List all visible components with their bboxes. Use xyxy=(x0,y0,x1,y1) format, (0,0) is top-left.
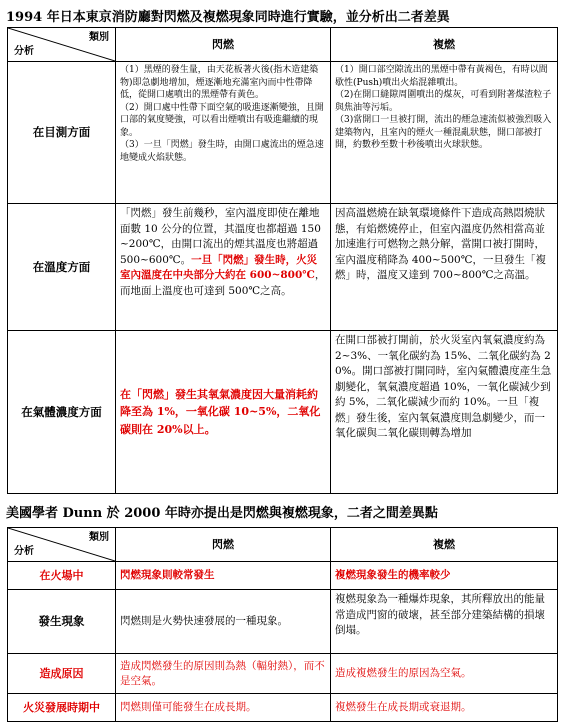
document-title-1: 1994 年日本東京消防廳對閃燃及複燃現象同時進行實驗，並分析出二者差異 xyxy=(6,10,450,25)
fire-stage-backdraft-cell: 複燃發生在成長期或衰退期。 xyxy=(331,694,558,722)
temperature-flashover-cell xyxy=(116,204,331,331)
row-header-cause: 造成原因 xyxy=(8,654,116,694)
gas-backdraft-cell: 在開口部被打開前，於火災室內氧氣濃度約為 2~3%、一氧化碳約為 15%、二氧化碳約為 20%。開口部被打開同時，室內氣體濃度產生急劇變化，氧氣濃度超過 10%，一氧化碳減少到約 5%，二氧化碳減少而約 10%。一旦「複燃」發生後，室內氧氣濃度則急劇變少，而一氧化碳與二氧化碳則轉為增加 xyxy=(331,331,558,494)
table2-corner-category-label: 類別 xyxy=(89,532,109,543)
phenomenon-backdraft-cell: 複燃現象為一種爆炸現象，其所釋放出的能量常造成門窗的破壞，甚至部分建築結構的損壞倒塌。 xyxy=(331,590,558,654)
table2-corner-analysis-label: 分析 xyxy=(14,546,34,557)
cause-backdraft-cell: 造成複燃發生的原因為空氣。 xyxy=(331,654,558,694)
temperature-flashover-text: 「閃燃」發生前幾秒，室內溫度即使在離地面數 10 公分的位置，其溫度也都超過 150~200℃，由開口流出的煙其溫度也將超過 500~600℃。 xyxy=(120,207,321,266)
row-header-in-fire: 在火場中 xyxy=(8,562,116,590)
row-header-phenomenon: 發生現象 xyxy=(8,590,116,654)
visual-flashover-cell xyxy=(116,62,331,204)
temperature-backdraft-cell: 因高溫燃燒在缺氧環境條件下造成高熱悶燒狀態，有焰燃燒停止，但室內溫度仍然相當高並加速進行可燃物之熱分解，當開口被打開時，室內溫度稍降為 400~500℃，一旦發生「複燃」時，溫度又達到 700~800℃之高溫。 xyxy=(331,204,558,331)
table2-column-header-backdraft: 複燃 xyxy=(331,528,558,562)
temperature-flashover-highlight: 一旦「閃燃」發生時，火災室內溫度在中央部分大約在 600~800℃ xyxy=(120,253,318,281)
row-header-fire-stage: 火災發展時期中 xyxy=(8,694,116,722)
phenomenon-flashover-cell: 閃燃則是火勢快速發展的一種現象。 xyxy=(116,590,331,654)
visual-backdraft-point-2: （2)在開口縫隙周圍噴出的煤灰，可看到附著煤渣粒子與焦油等污垢。 xyxy=(335,90,552,113)
in-fire-flashover-cell: 閃燃現象則較常發生 xyxy=(116,562,331,590)
visual-backdraft-point-3: （3)當開口一旦被打開，流出的煙急速流似被強烈吸入建築物內，且室內的煙火一種混亂狀態，開口部被打開，約數秒至數十秒後噴出火球狀態。 xyxy=(335,115,552,150)
visual-flashover-point-2: （2）開口處中性帶下面空氣的吸進逐漸變強，且開口部的氣度變強，可以看出煙噴出有吸進繼續的現象。 xyxy=(120,102,324,138)
visual-backdraft-point-1: （1）開口部空隙流出的黑煙中帶有黃褐色，有時以間歇性(Push)噴出火焰混雜噴出。 xyxy=(335,65,548,88)
row-header-visual: 在目測方面 xyxy=(8,62,116,204)
table2-corner-header xyxy=(8,528,116,562)
row-header-gas-concentration: 在氣體濃度方面 xyxy=(8,331,116,494)
fire-stage-flashover-cell: 閃燃則僅可能發生在成長期。 xyxy=(116,694,331,722)
comparison-table-dunn xyxy=(7,527,558,722)
corner-category-label: 類別 xyxy=(89,32,109,43)
table-corner-header xyxy=(8,28,116,62)
column-header-flashover: 閃燃 xyxy=(116,28,331,62)
gas-flashover-cell: 在「閃燃」發生其氧氣濃度因大量消耗約降至為 1%，一氧化碳 10~5%，二氧化碳則在 20%以上。 xyxy=(116,331,331,494)
in-fire-backdraft-cell: 複燃現象發生的機率較少 xyxy=(331,562,558,590)
visual-backdraft-cell xyxy=(331,62,558,204)
table2-column-header-flashover: 閃燃 xyxy=(116,528,331,562)
comparison-table-tokyo xyxy=(7,27,558,494)
visual-flashover-point-1: （1）黑煙的發生量，由天花板著火後(指木造建築物)即急劇地增加，煙逐漸地充滿室內而中性帶降低，從開口處噴出的黑煙帶有黃色。 xyxy=(120,65,319,100)
temperature-flashover-tail: ，而地面上溫度也可達到 500℃之高。 xyxy=(120,269,326,297)
column-header-backdraft: 複燃 xyxy=(331,28,558,62)
corner-analysis-label: 分析 xyxy=(14,46,34,57)
visual-flashover-point-3: （3）一旦「閃燃」發生時，由開口處流出的煙急速地變成火焰狀態。 xyxy=(120,140,324,163)
document-title-2: 美國學者 Dunn 於 2000 年時亦提出是閃燃與複燃現象，二者之間差異點 xyxy=(6,506,438,521)
row-header-temperature: 在溫度方面 xyxy=(8,204,116,331)
cause-flashover-cell: 造成閃燃發生的原因則為熱（輻射熱），而不是空氣。 xyxy=(116,654,331,694)
